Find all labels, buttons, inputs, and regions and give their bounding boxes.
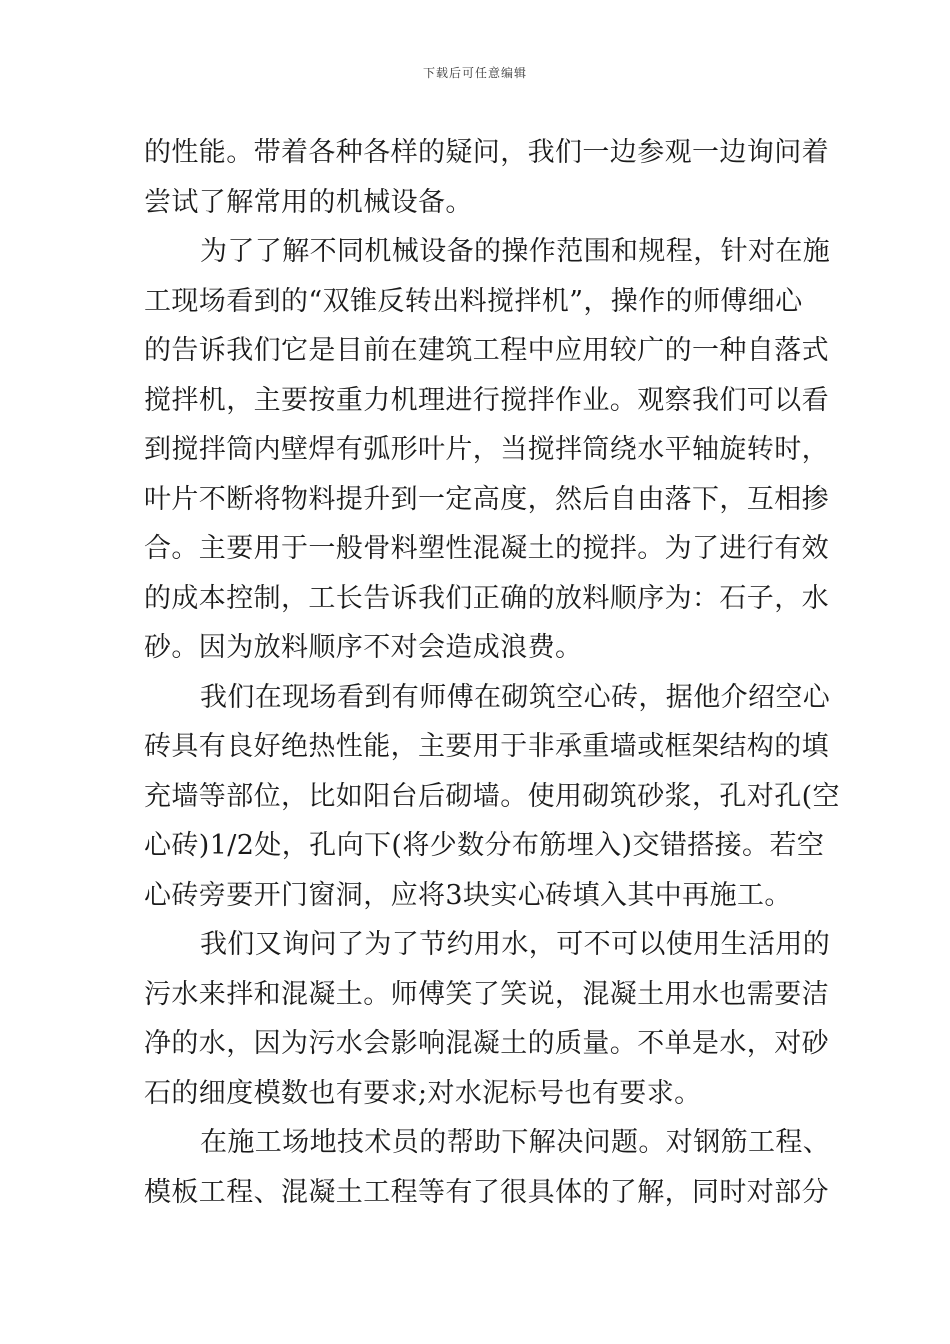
text-line: 净的水，因为污水会影响混凝土的质量。不单是水，对砂	[144, 1028, 829, 1059]
text-line: 合。主要用于一般骨料塑性混凝土的搅拌。为了进行有效	[144, 533, 829, 564]
text-line: 的告诉我们它是目前在建筑工程中应用较广的一种自落式	[144, 335, 829, 366]
paragraph-start-line: 为了了解不同机械设备的操作范围和规程，针对在施	[200, 236, 831, 267]
document-body	[144, 128, 840, 1217]
page-header: 下载后可任意编辑	[422, 66, 527, 80]
text-line: 污水来拌和混凝土。师傅笑了笑说，混凝土用水也需要洁	[144, 978, 829, 1010]
text-line: 模板工程、混凝土工程等有了很具体的了解，同时对部分	[144, 1176, 829, 1208]
text-line: 工现场看到的“双锥反转出料搅拌机”，操作的师傅细心	[144, 285, 803, 317]
text-line: 到搅拌筒内壁焊有弧形叶片，当搅拌筒绕水平轴旋转时，	[144, 434, 829, 465]
paragraph-start-line: 我们又询问了为了节约用水，可不可以使用生活用的	[200, 929, 831, 960]
paragraph-start-line: 我们在现场看到有师傅在砌筑空心砖，据他介绍空心	[200, 681, 831, 713]
text-line: 叶片不断将物料提升到一定高度，然后自由落下，互相掺	[144, 483, 829, 515]
text-line: 心砖)1/2处，孔向下(将少数分布筋埋入)交错搭接。若空	[144, 830, 825, 861]
paragraph-start-line: 在施工场地技术员的帮助下解决问题。对钢筋工程、	[200, 1127, 831, 1158]
text-line: 搅拌机，主要按重力机理进行搅拌作业。观察我们可以看	[144, 384, 829, 416]
text-line: 的成本控制，工长告诉我们正确的放料顺序为：石子，水	[144, 582, 829, 614]
text-line: 石的细度模数也有要求;对水泥标号也有要求。	[144, 1077, 702, 1109]
text-line: 心砖旁要开门窗洞，应将3块实心砖填入其中再施工。	[144, 879, 792, 911]
text-line: 尝试了解常用的机械设备。	[144, 186, 473, 218]
text-line: 的性能。带着各种各样的疑问，我们一边参观一边询问着	[144, 137, 829, 168]
text-line: 充墙等部位，比如阳台后砌墙。使用砌筑砂浆，孔对孔(空	[144, 780, 840, 812]
text-line: 砂。因为放料顺序不对会造成浪费。	[144, 632, 583, 663]
text-line: 砖具有良好绝热性能，主要用于非承重墙或框架结构的填	[144, 731, 829, 762]
